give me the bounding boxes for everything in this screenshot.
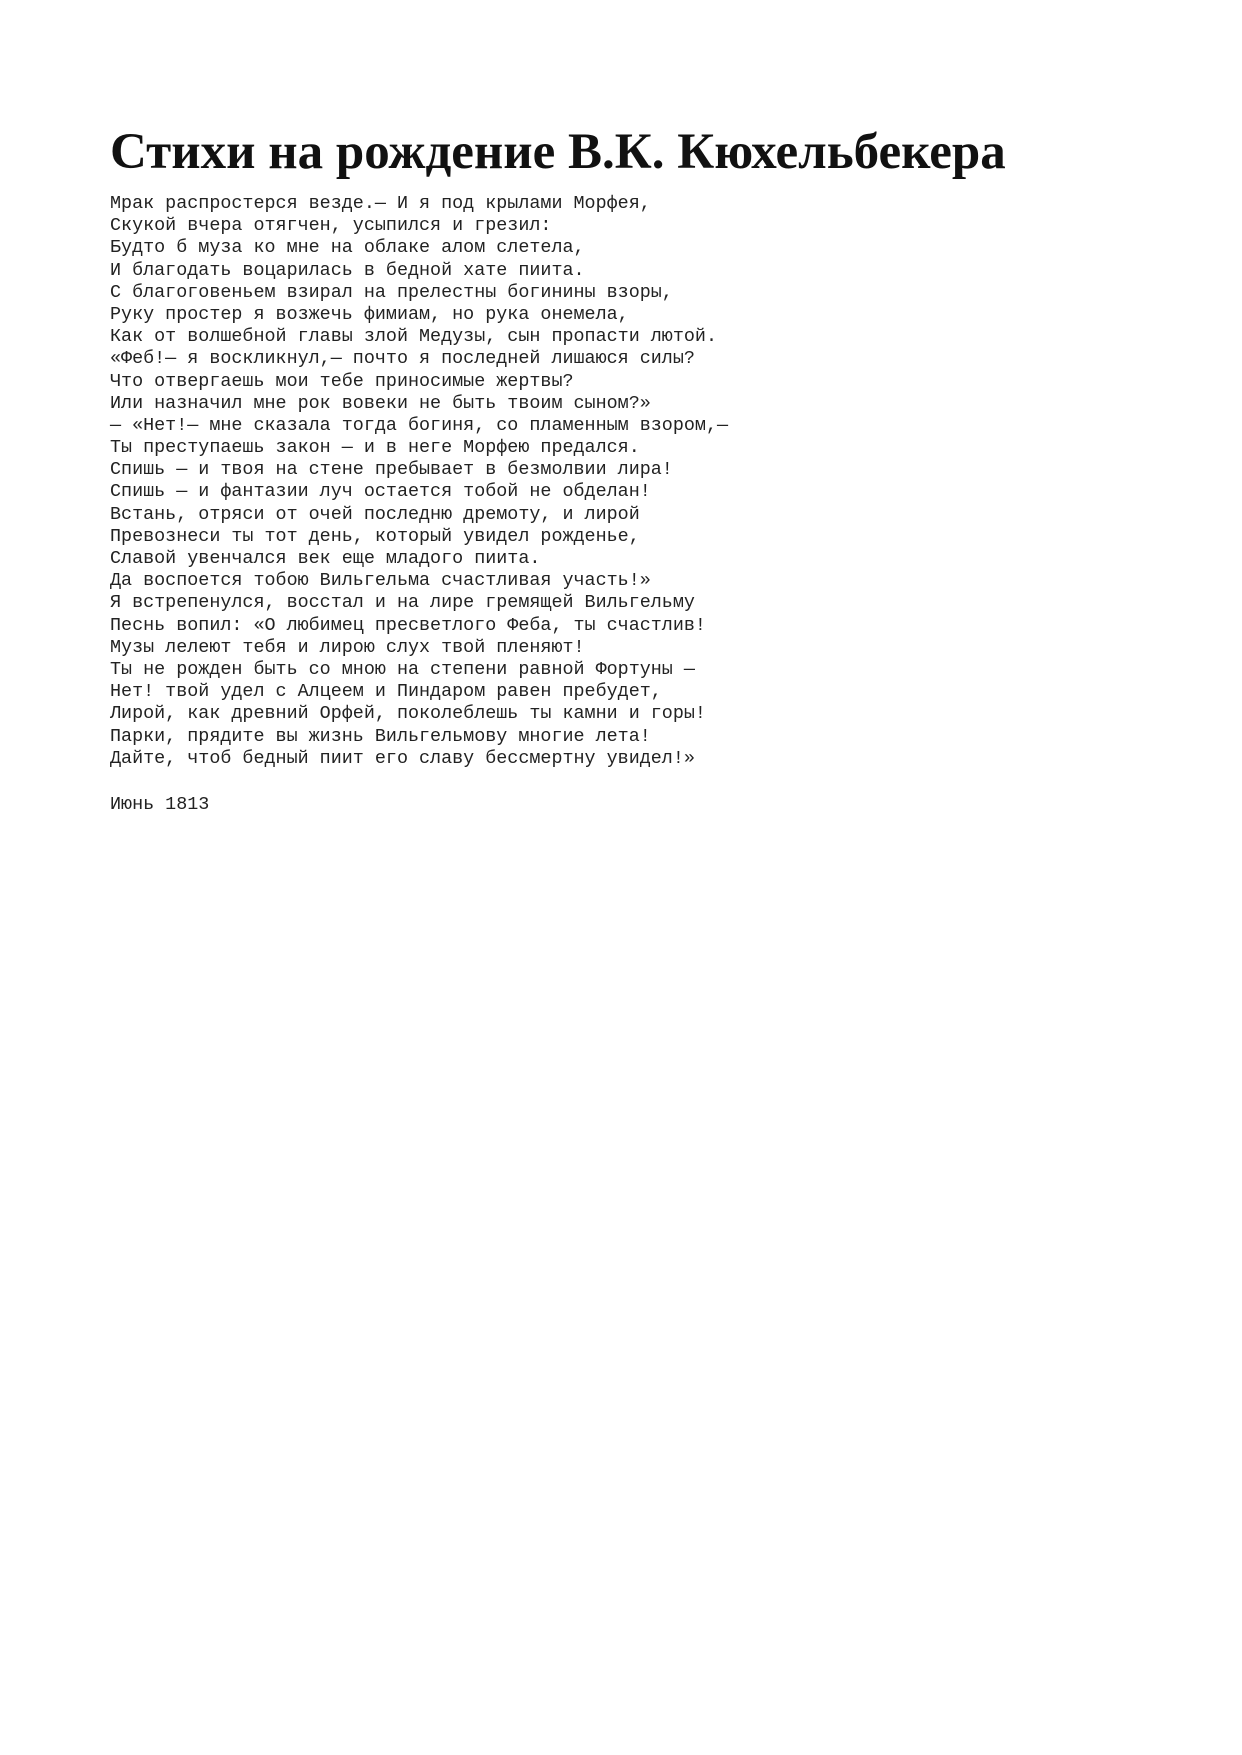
poem-line: Песнь вопил: «О любимец пресветлого Феба, ты счастлив! [110,614,706,636]
poem-line: Ты преступаешь закон — и в неге Морфею предался. [110,437,640,459]
poem-line: Спишь — и твоя на стене пребывает в безмолвии лира! [110,459,673,481]
document-title: Стихи на рождение В.К. Кюхельбекера [110,124,1006,180]
poem-line: Спишь — и фантазии луч остается тобой не обделан! [110,481,651,503]
poem-line: Ты не рожден быть со мною на степени равной Фортуны — [110,658,695,680]
poem-line: Встань, отряси от очей последню дремоту, и лирой [110,503,640,525]
poem-line: С благоговеньем взирал на прелестны богинины взоры, [110,281,673,303]
poem-line: «Феб!— я воскликнул,— почто я последней лишаюся силы? [110,348,695,370]
poem-line: Нет! твой удел с Алцеем и Пиндаром равен пребудет, [110,681,662,703]
poem-line: Руку простер я возжечь фимиам, но рука онемела, [110,303,629,325]
poem-line: Славой увенчался век еще младого пиита. [110,548,541,569]
poem-line: Или назначил мне рок вовеки не быть твоим сыном?» [110,392,651,414]
poem-line: — «Нет!— мне сказала тогда богиня, со пламенным взором,— [110,414,729,436]
poem-line: Превознеси ты тот день, который увидел рожденье, [110,525,640,547]
poem-body [110,193,728,770]
poem-line: Как от волшебной главы злой Медузы, сын пропасти лютой. [110,326,717,348]
poem-line: Дайте, чтоб бедный пиит его славу бессмертну увидел!» [110,747,695,769]
poem-line: Лирой, как древний Орфей, поколеблешь ты камни и горы! [110,703,706,725]
poem-line: Да воспоется тобою Вильгельма счастливая участь!» [110,570,651,592]
poem-date: Июнь 1813 [110,794,210,815]
poem-line: Парки, прядите вы жизнь Вильгельмову многие лета! [110,725,651,747]
poem-line: Скукой вчера отягчен, усыпился и грезил: [110,215,552,237]
poem-line: Будто б муза ко мне на облаке алом слетела, [110,237,585,259]
poem-line: Музы лелеют тебя и лирою слух твой пленяют! [110,636,585,658]
poem-line: Что отвергаешь мои тебе приносимые жертвы? [110,370,574,392]
poem-line: Я встрепенулся, восстал и на лире гремящей Вильгельму [110,592,695,614]
poem-line: И благодать воцарилась в бедной хате пиита. [110,259,585,281]
poem-line: Мрак распростерся везде.— И я под крылами Морфея, [110,193,651,214]
